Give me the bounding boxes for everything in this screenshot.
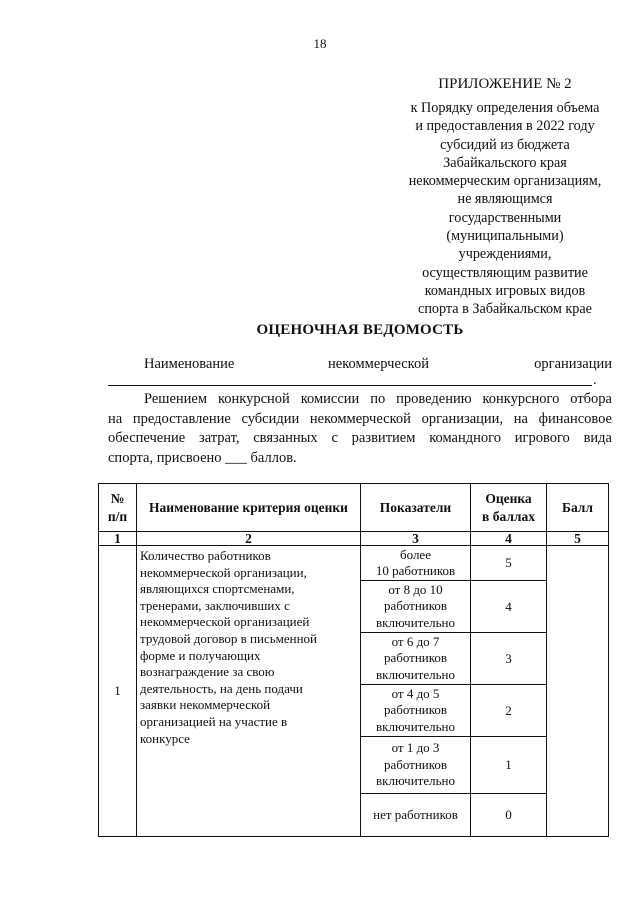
criterion-line: заявки некоммерческой (140, 697, 271, 713)
table-row (99, 546, 609, 581)
appendix-line: некоммерческим организациям, (408, 173, 602, 190)
appendix-line: государственными (448, 209, 562, 226)
org-name-blank-line (108, 385, 592, 386)
column-number: 3 (361, 532, 471, 546)
criterion-line: некоммерческой организацией (140, 614, 310, 630)
appendix-subtitle (392, 99, 618, 319)
indicator-line: включительно (376, 718, 455, 734)
indicator-line: включительно (376, 614, 455, 630)
decision-paragraph (108, 390, 612, 468)
indicator-cell (361, 633, 471, 685)
points-cell: 3 (471, 633, 547, 685)
indicator-line: нет работников (373, 806, 458, 822)
criterion-line: форме и получающих (140, 647, 261, 663)
org-name-word: Наименование (144, 356, 235, 372)
appendix-line: субсидий из бюджета (440, 136, 570, 153)
paragraph-line: спорта, присвоено ___ баллов. (108, 449, 297, 466)
indicator-line: работников (383, 702, 448, 718)
appendix-line: командных игровых видов (424, 282, 586, 299)
indicator-line: работников (383, 650, 448, 666)
criterion-line: конкурсе (140, 730, 190, 746)
indicator-line: от 8 до 10 (388, 581, 443, 597)
column-number: 5 (547, 532, 609, 546)
header-score-line: в баллах (482, 508, 535, 524)
appendix-title: ПРИЛОЖЕНИЕ № 2 (438, 76, 572, 92)
indicator-line: от 6 до 7 (391, 633, 440, 649)
indicator-line: включительно (376, 773, 455, 789)
criterion-line: Количество работников (140, 548, 271, 563)
criterion-line: тренерами, заключивших с (140, 597, 290, 613)
appendix-line: и предоставления в 2022 году (415, 118, 595, 135)
header-score-line: Оценка (485, 490, 532, 506)
appendix-line: (муниципальными) (446, 228, 564, 245)
org-name-word: организации (534, 356, 612, 372)
points-cell: 4 (471, 581, 547, 633)
ball-cell (547, 546, 609, 837)
criterion-line: деятельность, на день подачи (140, 680, 303, 696)
criterion-line: организацией на участие в (140, 713, 288, 729)
indicator-line: от 4 до 5 (391, 685, 440, 701)
org-name-end: . (593, 373, 597, 388)
appendix-line: не являющимся (457, 191, 553, 208)
evaluation-table (98, 483, 609, 837)
criterion-line: трудовой договор в письменной (140, 630, 318, 646)
row-number: 1 (99, 546, 137, 837)
header-indicators: Показатели (361, 484, 471, 532)
criterion-line: являющихся спортсменами, (140, 581, 295, 597)
points-cell: 1 (471, 737, 547, 794)
paragraph-line: Решением конкурсной комиссии по проведению конкурсного отбора (144, 391, 612, 407)
indicator-cell (361, 737, 471, 794)
indicator-line: работников (383, 598, 448, 614)
criterion-line: некоммерческой организации, (140, 564, 307, 580)
document-title: ОЦЕНОЧНАЯ ВЕДОМОСТЬ (256, 322, 464, 338)
table-header-row (99, 484, 609, 532)
appendix-line: учреждениями, (458, 246, 552, 263)
column-number: 2 (137, 532, 361, 546)
indicator-line: более (400, 546, 431, 562)
appendix-line: Забайкальского края (443, 154, 567, 171)
points-cell: 0 (471, 794, 547, 837)
appendix-line: к Порядку определения объема (410, 100, 600, 116)
points-cell: 5 (471, 546, 547, 581)
criterion-text (137, 546, 361, 837)
appendix-line: спорта в Забайкальском крае (418, 301, 592, 318)
paragraph-line: на предоставление субсидии некоммерческой организации, на финансовое (108, 410, 612, 427)
indicator-line: включительно (376, 666, 455, 682)
column-number: 1 (99, 532, 137, 546)
header-num-line: № (110, 490, 125, 506)
header-score (471, 484, 547, 532)
header-criterion: Наименование критерия оценки (137, 484, 361, 532)
indicator-cell (361, 794, 471, 837)
org-name-word: некоммерческой (328, 356, 429, 372)
column-number-row (99, 532, 609, 546)
indicator-line: от 1 до 3 (391, 740, 440, 756)
appendix-line: осуществляющим развитие (422, 264, 588, 281)
header-num-line: п/п (107, 508, 128, 524)
indicator-cell (361, 581, 471, 633)
indicator-line: работников (383, 756, 448, 772)
header-ball: Балл (547, 484, 609, 532)
criterion-line: вознаграждение за свою (140, 664, 275, 680)
paragraph-line: обеспечение затрат, связанных с развитием командного игрового вида (108, 430, 612, 446)
page-number: 18 (313, 36, 327, 51)
indicator-cell (361, 685, 471, 737)
header-num (99, 484, 137, 532)
indicator-line: 10 работников (375, 563, 456, 578)
indicator-cell (361, 546, 471, 581)
points-cell: 2 (471, 685, 547, 737)
column-number: 4 (471, 532, 547, 546)
